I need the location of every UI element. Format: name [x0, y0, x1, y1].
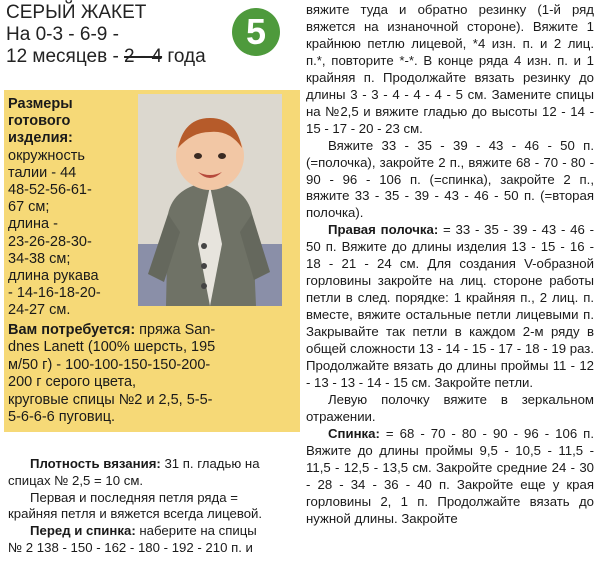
back-heading: Спинка: [328, 425, 380, 441]
title-strikethrough-age: 2 - 4 [124, 46, 163, 67]
title-line-2: На 0-3 - 6-9 - [6, 24, 119, 45]
sizes-line: окружность [8, 147, 85, 164]
sizes-line: 34-38 см; [8, 250, 71, 267]
sizes-line: длина - [8, 216, 58, 233]
materials-text: пряжа San- [135, 322, 216, 338]
front-back-heading: Перед и спинка: [30, 523, 136, 539]
baby-in-cardigan-icon [138, 94, 282, 306]
sizes-heading-3: изделия: [8, 130, 73, 147]
materials-line: круговые спицы №2 и 2,5, 5-5- [8, 391, 213, 408]
edge-stitch-line-2: крайняя петля и вяжется всегда лицевой. [8, 506, 263, 522]
sizes-line: 67 см; [8, 199, 50, 216]
gauge-heading: Плотность вязания: [30, 456, 161, 471]
gauge-text: 31 п. гладью на [160, 456, 260, 471]
back-text: = 68 - 70 - 80 - 90 - 96 - 106 п. Вяжите до длины проймы 9,5 - 10,5 - 11,5 - 11,5 - 12,5 - 13,5 см. Закройте средние 24 - 30 - 28 - 34 - 36 - 40 п. Закройте еще у края горловины 2, 1 п. Продолжайте вязать до нужной длины. Закройте [306, 425, 594, 526]
sizes-heading-1: Размеры [8, 96, 73, 112]
gauge-paragraph [8, 456, 300, 473]
right-front-paragraph [306, 222, 594, 392]
sizes-line: - 14-16-18-20- [8, 285, 101, 302]
division-paragraph: Вяжите 33 - 35 - 39 - 43 - 46 - 50 п. (=полочка), закройте 2 п., вяжите 68 - 70 - 80 - 90 - 96 - 106 п. (=спинка), закройте 2 п., вяжите 33 - 35 - 39 - 43 - 46 - 50 п. (=вторая полочка). [306, 137, 594, 221]
pattern-title [6, 2, 234, 68]
materials-line-1 [8, 322, 298, 339]
materials-line: 5-6-6-6 пуговиц. [8, 409, 116, 426]
front-back-cont: № 2 138 - 150 - 162 - 180 - 192 - 210 п. и [8, 539, 253, 555]
materials-line: м/50 г) - 100-100-150-150-200- [8, 356, 211, 373]
front-back-paragraph [8, 523, 300, 540]
front-back-text: наберите на спицы [135, 523, 257, 539]
materials-heading: Вам потребуется: [8, 322, 136, 338]
sizes-heading-2: готового [8, 113, 71, 130]
pattern-number-badge: 5 [232, 8, 280, 56]
gauge-paragraph-cont: спицах № 2,5 = 10 см. [8, 472, 144, 488]
right-front-text: = 33 - 35 - 39 - 43 - 46 - 50 п. Вяжите до длины изделия 13 - 15 - 16 - 18 - 21 - 24 см. Для создания V-образной горловины закройте на лиц. стороне работы петли в след. порядке: 1 крайняя п., 2 лиц. п. вместе, вяжите остальные петли лицевыми п. Закрывайте так петли в каждом 2-м ряду в общей сложности 13 - 14 - 15 - 17 - 18 - 19 раз. Продолжайте вязать до длины проймы 11 - 12 - 13 - 13 - 14 - 15 см. Закройте петли. [306, 222, 594, 390]
materials-section [8, 322, 298, 426]
right-front-heading: Правая полочка: [328, 222, 439, 238]
baby-photo [138, 94, 282, 306]
finished-sizes [8, 96, 132, 320]
title-line-3 [6, 46, 234, 68]
sizes-line: длина рукава [8, 268, 99, 285]
sizes-line: 24-27 см. [8, 302, 71, 319]
sizes-line: 48-52-56-61- [8, 182, 92, 199]
ribbing-paragraph: вяжите туда и обратно резинку (1-й ряд вяжется на изнаночной стороне). Вяжите 1 крайнюю петлю лицевой, *4 изн. п. и 2 лиц. п.*, повторите *-*. В конце ряда 4 изн. п. и 1 крайняя п. Продолжайте вязать резинку до длины 3 - 3 - 4 - 4 - 4 - 5 см. Замените спицы на №2,5 и вяжите гладью до высоты 12 - 14 - 15 - 17 - 20 - 23 см. [306, 2, 594, 136]
materials-line: dnes Lanett (100% шерсть, 195 [8, 339, 216, 356]
back-paragraph [306, 426, 594, 528]
instructions-column [306, 2, 594, 528]
sizes-line: 23-26-28-30- [8, 233, 92, 250]
title-line-3-part-2: года [162, 46, 206, 67]
gauge-and-front-section [8, 456, 300, 557]
materials-line: 200 г серого цвета, [8, 374, 137, 391]
sizes-line: талии - 44 [8, 164, 77, 181]
edge-stitch-line-1: Первая и последняя петля ряда = [30, 489, 238, 505]
left-front-paragraph: Левую полочку вяжите в зеркальном отражении. [306, 391, 594, 424]
title-line-1: СЕРЫЙ ЖАКЕТ [6, 2, 147, 23]
title-line-3-part-1: 12 месяцев - [6, 46, 125, 67]
